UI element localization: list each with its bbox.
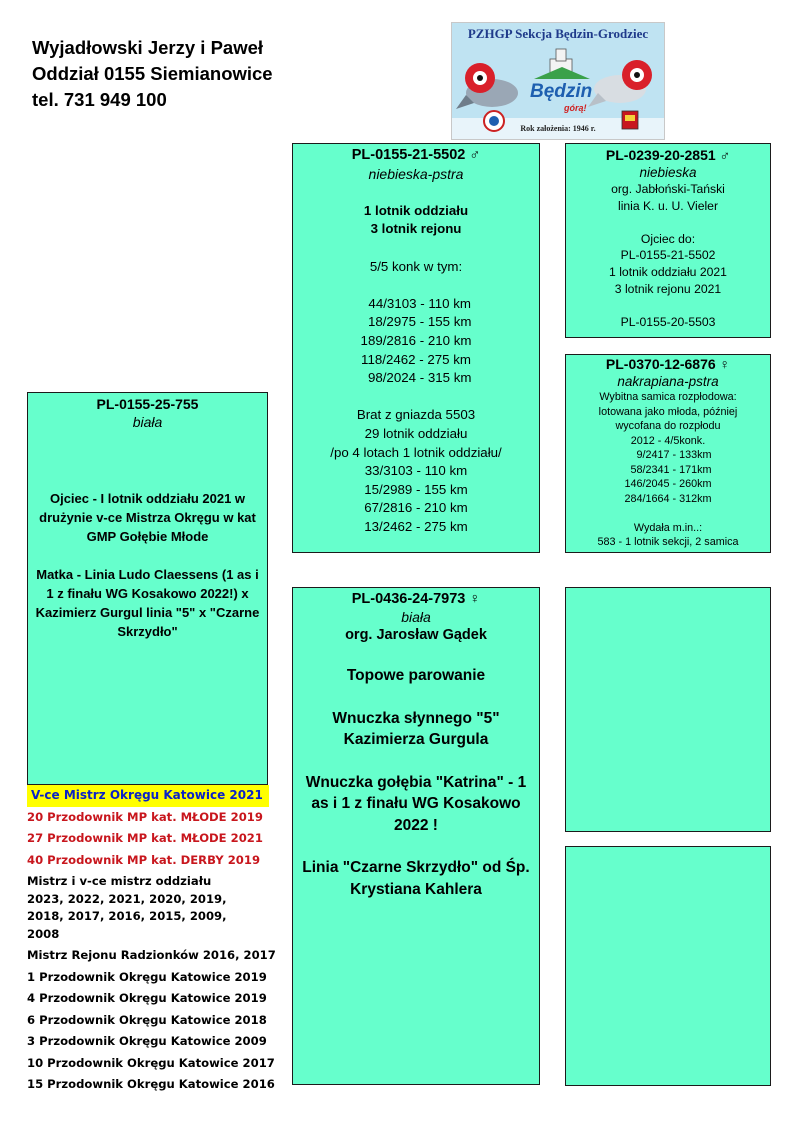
empty-pigeon-card — [565, 846, 771, 1086]
info-line: /po 4 lotach 1 lotnik oddziału/ — [330, 444, 502, 460]
info-line: 9/2417 - 133km — [624, 449, 712, 461]
info-line: wycofana do rozpłodu — [615, 420, 721, 432]
ring-number: PL-0155-25-755 — [96, 396, 199, 412]
achievements-list — [27, 785, 275, 1096]
logo-city: Będzin — [530, 81, 593, 102]
empty-pigeon-card — [565, 587, 771, 832]
achievement-item: 27 Przodownik MP kat. MŁODE 2021 — [27, 831, 263, 845]
info-line: 118/2462 - 275 km — [361, 351, 471, 367]
info-line: lotowana jako młoda, później — [598, 405, 738, 418]
info-line: 1 lotnik oddziału — [363, 202, 469, 218]
info-line: 98/2024 - 315 km — [360, 370, 472, 386]
pigeon-info — [566, 181, 770, 330]
ring-number: PL-0155-21-5502 ♂ — [351, 147, 481, 163]
info-line: linia K. u. U. Vieler — [617, 198, 719, 213]
owner-name: Wyjadłowski Jerzy i Paweł — [32, 37, 264, 58]
info-line — [566, 214, 770, 231]
owner-header — [32, 35, 273, 113]
pigeon-card-father — [565, 143, 771, 338]
pigeon-color: nakrapiana-pstra — [617, 374, 719, 389]
achievement-item: 4 Przodownik Okręgu Katowice 2019 — [27, 991, 267, 1005]
info-line: 67/2816 - 210 km — [364, 500, 468, 516]
info-line: 2012 - 4/5konk. — [630, 434, 706, 447]
achievement-line: 2023, 2022, 2021, 2020, 2019, — [27, 891, 227, 906]
info-line: PL-0155-21-5502 — [620, 248, 716, 263]
info-line: 189/2816 - 210 km — [360, 332, 472, 348]
highlight-katrina: Wnuczka gołębia "Katrina" - 1 as i 1 z finału WG Kosakowo 2022 ! — [305, 773, 527, 834]
achievement-item: 10 Przodownik Okręgu Katowice 2017 — [27, 1055, 275, 1070]
info-line: 33/3103 - 110 km — [364, 463, 468, 479]
info-line: Wybitna samica rozpłodowa: — [599, 391, 737, 403]
info-line: 44/3103 - 110 km — [361, 295, 471, 311]
pigeon-origin: org. Jarosław Gądek — [345, 627, 487, 643]
section-logo — [451, 22, 665, 140]
info-line: 5/5 konk w tym: — [369, 258, 463, 274]
pigeon-card-hen — [292, 587, 540, 1085]
info-line: 146/2045 - 260km — [624, 478, 712, 490]
pigeon-info — [566, 390, 770, 550]
pigeon-results — [293, 183, 539, 536]
highlight-pairing: Topowe parowanie — [346, 667, 486, 684]
info-line: PL-0155-20-5503 — [620, 314, 716, 329]
pigeon-color: niebieska — [639, 165, 697, 180]
achievement-line: 2008 — [27, 926, 60, 941]
pigeon-right-icon — [588, 60, 652, 107]
achievement-line: Mistrz i v-ce mistrz oddziału — [27, 874, 212, 888]
info-line: 3 lotnik rejonu — [370, 221, 462, 237]
pigeon-left-icon — [456, 63, 518, 109]
castle-icon — [534, 49, 590, 79]
achievement-item: 15 Przodownik Okręgu Katowice 2016 — [27, 1077, 275, 1091]
achievement-item: 40 Przodownik MP kat. DERBY 2019 — [27, 852, 261, 867]
ring-number: PL-0239-20-2851 ♂ — [605, 147, 731, 163]
pigeon-card-young — [27, 392, 268, 785]
pigeon-color: biała — [401, 609, 431, 625]
info-line: Brat z gniazda 5503 — [356, 407, 476, 423]
info-line: 284/1664 - 312km — [624, 492, 712, 505]
info-line: 58/2341 - 171km — [624, 463, 712, 476]
logo-slogan: górą! — [564, 103, 587, 113]
owner-branch: Oddział 0155 Siemianowice — [32, 63, 273, 84]
logo-title: PZHGP Sekcja Będzin-Grodziec — [467, 26, 649, 41]
info-line — [566, 297, 770, 314]
info-line: 3 lotnik rejonu 2021 — [614, 281, 722, 296]
achievement-item: 20 Przodownik MP kat. MŁODE 2019 — [27, 809, 263, 824]
achievement-item: 6 Przodownik Okręgu Katowice 2018 — [27, 1012, 267, 1027]
achievement-highlight: V-ce Mistrz Okręgu Katowice 2021 — [27, 785, 269, 807]
info-line: 1 lotnik oddziału 2021 — [609, 264, 727, 279]
logo-founded: Rok założenia: 1946 r. — [520, 124, 596, 133]
info-line: org. Jabłoński-Tański — [611, 182, 725, 196]
info-line: 583 - 1 lotnik sekcji, 2 samica — [597, 536, 739, 548]
info-line: Wydała m.in..: — [633, 521, 703, 534]
info-line — [293, 276, 539, 295]
info-line: 13/2462 - 275 km — [364, 518, 468, 534]
owner-phone: tel. 731 949 100 — [32, 89, 167, 110]
achievement-item: Mistrz Rejonu Radzionków 2016, 2017 — [27, 948, 276, 962]
achievement-line: 2018, 2017, 2016, 2015, 2009, — [27, 909, 227, 923]
ring-number: PL-0370-12-6876 ♀ — [605, 356, 731, 372]
info-line: 18/2975 - 155 km — [360, 314, 472, 330]
info-line: 15/2989 - 155 km — [364, 481, 468, 497]
achievement-item: 1 Przodownik Okręgu Katowice 2019 — [27, 969, 267, 984]
info-line — [293, 239, 539, 258]
info-line: Ojciec do: — [640, 231, 696, 246]
ring-number: PL-0436-24-7973 ♀ — [351, 591, 481, 607]
info-line: 29 lotnik oddziału — [364, 425, 468, 441]
highlight-grandparent-5: Wnuczka słynnego "5" Kazimierza Gurgula — [332, 709, 500, 748]
mother-description: Matka - Linia Ludo Claessens (1 as i 1 z finału WG Kosakowo 2022!) x Kazimierz Gurgul linia "5" x "Czarne Skrzydło" — [35, 567, 260, 639]
pigeon-color: biała — [132, 414, 163, 430]
pigeon-color: niebieska-pstra — [368, 165, 464, 182]
pigeon-card-mother — [565, 354, 771, 553]
info-line — [566, 506, 770, 521]
achievement-vice-champion — [27, 871, 275, 945]
highlight-line: Linia "Czarne Skrzydło" od Śp. Krystiana Kahlera — [302, 859, 530, 898]
pigeon-card-main — [292, 143, 540, 553]
father-description: Ojciec - I lotnik oddziału 2021 w drużynie v-ce Mistrza Okręgu w kat GMP Gołębie Młode — [39, 491, 256, 544]
info-line — [293, 388, 539, 407]
achievement-item: 3 Przodownik Okręgu Katowice 2009 — [27, 1034, 267, 1048]
info-line — [293, 183, 539, 202]
